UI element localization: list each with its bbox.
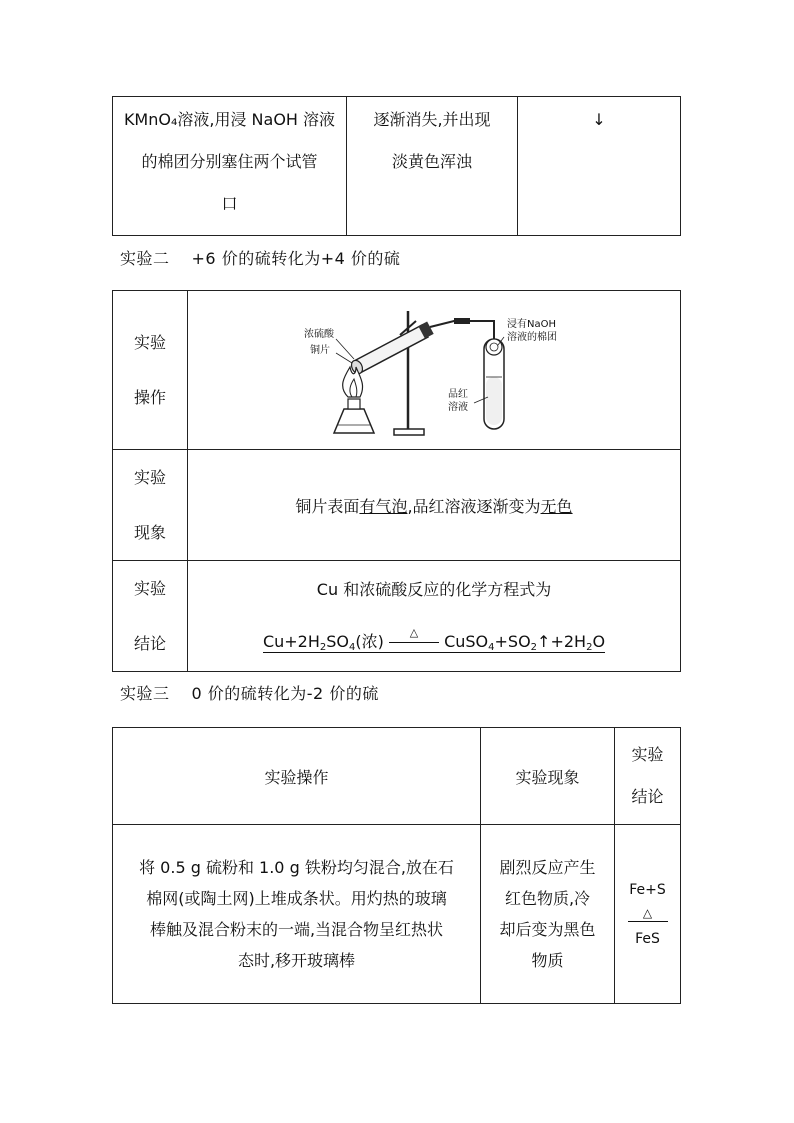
apparatus-diagram <box>304 297 564 443</box>
table-continuation <box>112 96 681 236</box>
operation-cell: 将 0.5 g 硫粉和 1.0 g 铁粉均匀混合,放在石 棉网(或陶土网)上堆成条状。用灼热的玻璃 棒触及混合粉末的一端,当混合物呈红热状 态时,移开玻璃棒 <box>113 825 481 1004</box>
row-label-phenomenon: 实验 现象 <box>113 450 188 561</box>
label-cotton-1: 浸有NaOH <box>507 319 556 330</box>
label-dye-1: 品红 <box>448 389 468 400</box>
row-label-conclusion: 实验 结论 <box>113 561 188 672</box>
label-copper: 铜片 <box>310 345 330 356</box>
header-phenomenon: 实验现象 <box>481 728 615 825</box>
chemical-equation: Fe+S △ FeS <box>615 875 680 954</box>
table-row <box>113 561 681 672</box>
phenomenon-cell <box>347 97 518 236</box>
header-operation: 实验操作 <box>113 728 481 825</box>
apparatus-figure-cell <box>188 291 681 450</box>
table-row <box>113 97 681 236</box>
label-cotton-2: 溶液的棉团 <box>507 332 557 343</box>
arrow-down-icon: ↓ <box>592 110 606 129</box>
heat-condition-icon: △ <box>409 626 419 639</box>
row-label-operation: 实验 操作 <box>113 291 188 450</box>
label-dye-2: 溶液 <box>448 402 468 413</box>
label-acid: 浓硫酸 <box>304 329 334 340</box>
phenomenon-cell: 铜片表面有气泡,品红溶液逐渐变为无色 <box>188 450 681 561</box>
table-header-row <box>113 728 681 825</box>
operation-cell <box>113 97 347 236</box>
table-row <box>113 291 681 450</box>
text-line: KMnO₄溶液,用浸 NaOH 溶液 <box>123 110 336 129</box>
chemical-equation: $Cu+2H_2SO_4$(浓) △ $CuSO_4+SO_2↑+2H_2O$ <box>262 626 606 653</box>
conclusion-cell <box>518 97 681 236</box>
conclusion-cell <box>615 825 681 1004</box>
experiment-3-table <box>112 727 681 1004</box>
experiment-3-heading: 实验三 0 价的硫转化为-2 价的硫 <box>120 684 379 703</box>
answer-blank: 有气泡 <box>359 496 408 516</box>
conclusion-cell: Cu 和浓硫酸反应的化学方程式为 $Cu+2H_2SO_4$(浓) △ $CuSO_4+SO_2↑+2H_2O$ <box>188 561 681 672</box>
header-conclusion: 实验 结论 <box>615 728 681 825</box>
phenomenon-cell: 剧烈反应产生 红色物质,冷 却后变为黑色 物质 <box>481 825 615 1004</box>
table-row <box>113 450 681 561</box>
text-line: 的棉团分别塞住两个试管 <box>141 152 318 171</box>
table-row <box>113 825 681 1004</box>
answer-blank: 无色 <box>540 496 573 516</box>
text-line: 口 <box>221 194 238 213</box>
text-line: 淡黄色浑浊 <box>391 152 472 171</box>
text-line: 逐渐消失,并出现 <box>373 110 491 129</box>
heat-condition-icon: △ <box>642 905 653 920</box>
experiment-2-table <box>112 290 681 672</box>
experiment-2-heading: 实验二 +6 价的硫转化为+4 价的硫 <box>120 249 401 268</box>
